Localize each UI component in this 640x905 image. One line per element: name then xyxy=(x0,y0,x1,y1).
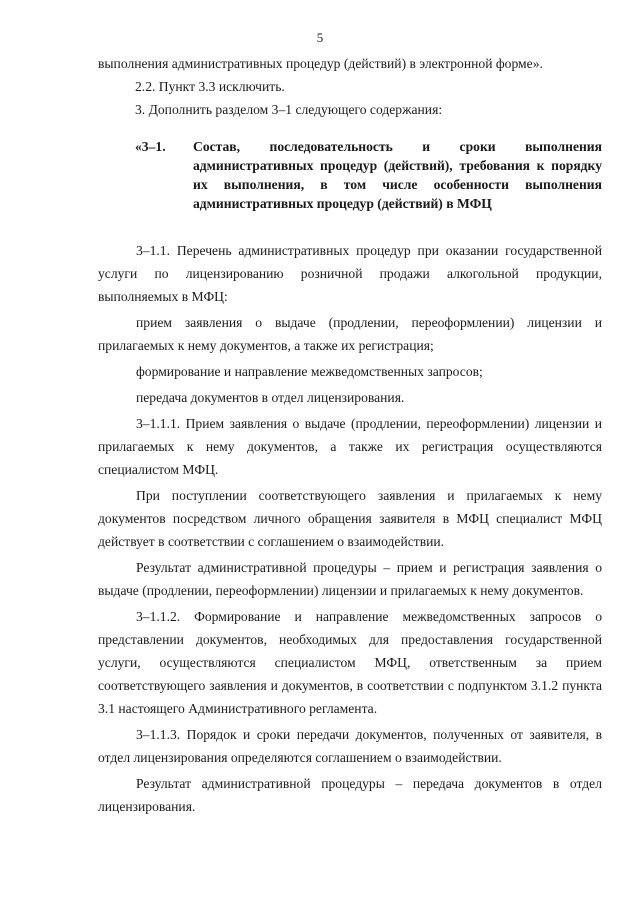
page-number: 5 xyxy=(316,30,324,45)
paragraph: 2.2. Пункт 3.3 исключить. xyxy=(135,79,285,94)
section-heading-text: Состав, последовательность и сроки выполнения административных процедур (действий), требования к порядку их выполнения, в том числе особенности выполнения административных процедур (действий) в МФЦ xyxy=(193,139,602,211)
paragraph: выполнения административных процедур (действий) в электронной форме». xyxy=(98,56,543,71)
paragraph: 3–1.1.1. Прием заявления о выдаче (продлении, переоформлении) лицензии и прилагаемых к нему документов, а также их регистрация осуществляются специалистом МФЦ. xyxy=(98,416,602,477)
paragraph: 3–1.1. Перечень административных процедур при оказании государственной услуги по лицензированию розничной продажи алкогольной продукции, выполняемых в МФЦ: xyxy=(98,243,602,304)
paragraph: Результат административной процедуры – передача документов в отдел лицензирования. xyxy=(98,776,602,814)
paragraph: формирование и направление межведомственных запросов; xyxy=(136,364,483,379)
paragraph: При поступлении соответствующего заявления и прилагаемых к нему документов посредством личного обращения заявителя в МФЦ специалист МФЦ действует в соответствии с соглашением о взаимодействии. xyxy=(98,488,602,549)
document-body xyxy=(98,52,602,818)
paragraph: передача документов в отдел лицензирования. xyxy=(136,390,405,405)
paragraph: 3–1.1.3. Порядок и сроки передачи документов, полученных от заявителя, в отдел лицензирования определяются соглашением о взаимодействии. xyxy=(98,727,602,765)
paragraph: 3. Дополнить разделом 3–1 следующего содержания: xyxy=(135,102,443,117)
section-heading-number: «3–1. xyxy=(135,139,166,154)
paragraph: 3–1.1.2. Формирование и направление межведомственных запросов о представлении документов, необходимых для предоставления государственной услуги, осуществляются специалистом МФЦ, ответственным за прием соответствующего заявления и документов, в соответствии с подпунктом 3.1.2 пункта 3.1 настоящего Административного регламента. xyxy=(98,609,602,716)
section-heading xyxy=(98,137,602,213)
paragraph: прием заявления о выдаче (продлении, переоформлении) лицензии и прилагаемых к нему документов, а также их регистрация; xyxy=(98,315,602,353)
paragraph: Результат административной процедуры – прием и регистрация заявления о выдаче (продлении, переоформлении) лицензии и прилагаемых к нему документов. xyxy=(98,560,602,598)
